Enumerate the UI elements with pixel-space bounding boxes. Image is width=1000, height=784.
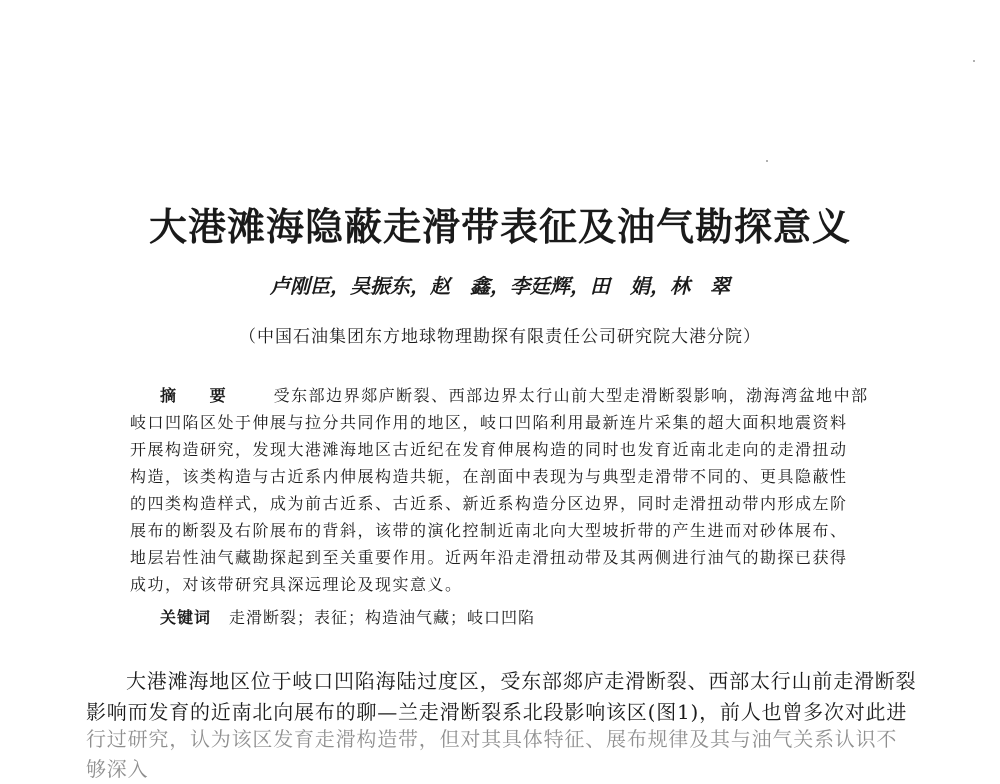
abstract-line: 的四类构造样式，成为前古近系、古近系、新近系构造分区边界，同时走滑扭动带内形成左阶 — [130, 494, 848, 513]
body-paragraph-line: 影响而发育的近南北向展布的聊—兰走滑断裂系北段影响该区(图1)，前人也曾多次对此进 — [86, 700, 908, 724]
abstract-text: 受东部边界郯庐断裂、西部边界太行山前大型走滑断裂影响，渤海湾盆地中部 — [273, 386, 869, 405]
body-paragraph-line-partial: 行过研究，认为该区发育走滑构造带，但对其具体特征、展布规律及其与油气关系认识不够深入 — [86, 727, 898, 781]
abstract-line: 构造，该类构造与古近系内伸展构造共轭，在剖面中表现为与典型走滑带不同的、更具隐蔽性 — [130, 467, 848, 486]
body-paragraph-line: 大港滩海地区位于岐口凹陷海陆过度区，受东部郯庐走滑断裂、西部太行山前走滑断裂 — [126, 669, 917, 693]
keywords-section — [160, 607, 535, 629]
body-paragraph-line-cut — [86, 724, 916, 781]
abstract-line — [130, 386, 870, 406]
abstract-line: 成功，对该带研究具深远理论及现实意义。 — [130, 575, 463, 594]
keywords-text: 走滑断裂；表征；构造油气藏；岐口凹陷 — [229, 608, 536, 627]
keywords-label: 关键词 — [160, 608, 212, 627]
author-list: 卢刚臣，吴振东，赵 鑫，李廷辉，田 娟，林 翠 — [270, 274, 730, 298]
paper-title: 大港滩海隐蔽走滑带表征及油气勘探意义 — [148, 205, 851, 249]
abstract-line: 开展构造研究，发现大港滩海地区古近纪在发育伸展构造的同时也发育近南北走向的走滑扭动 — [130, 440, 848, 459]
scan-speck — [766, 160, 768, 162]
abstract-line: 岐口凹陷区处于伸展与拉分共同作用的地区，岐口凹陷利用最新连片采集的超大面积地震资料 — [130, 413, 848, 432]
abstract-label: 摘 要 — [160, 386, 240, 405]
abstract-line: 展布的断裂及右阶展布的背斜，该带的演化控制近南北向大型坡折带的产生进而对砂体展布、 — [130, 521, 848, 540]
abstract-line: 地层岩性油气藏勘探起到至关重要作用。近两年沿走滑扭动带及其两侧进行油气的勘探已获得 — [130, 548, 848, 567]
scan-speck — [973, 60, 975, 62]
affiliation: （中国石油集团东方地球物理勘探有限责任公司研究院大港分院） — [239, 327, 761, 347]
